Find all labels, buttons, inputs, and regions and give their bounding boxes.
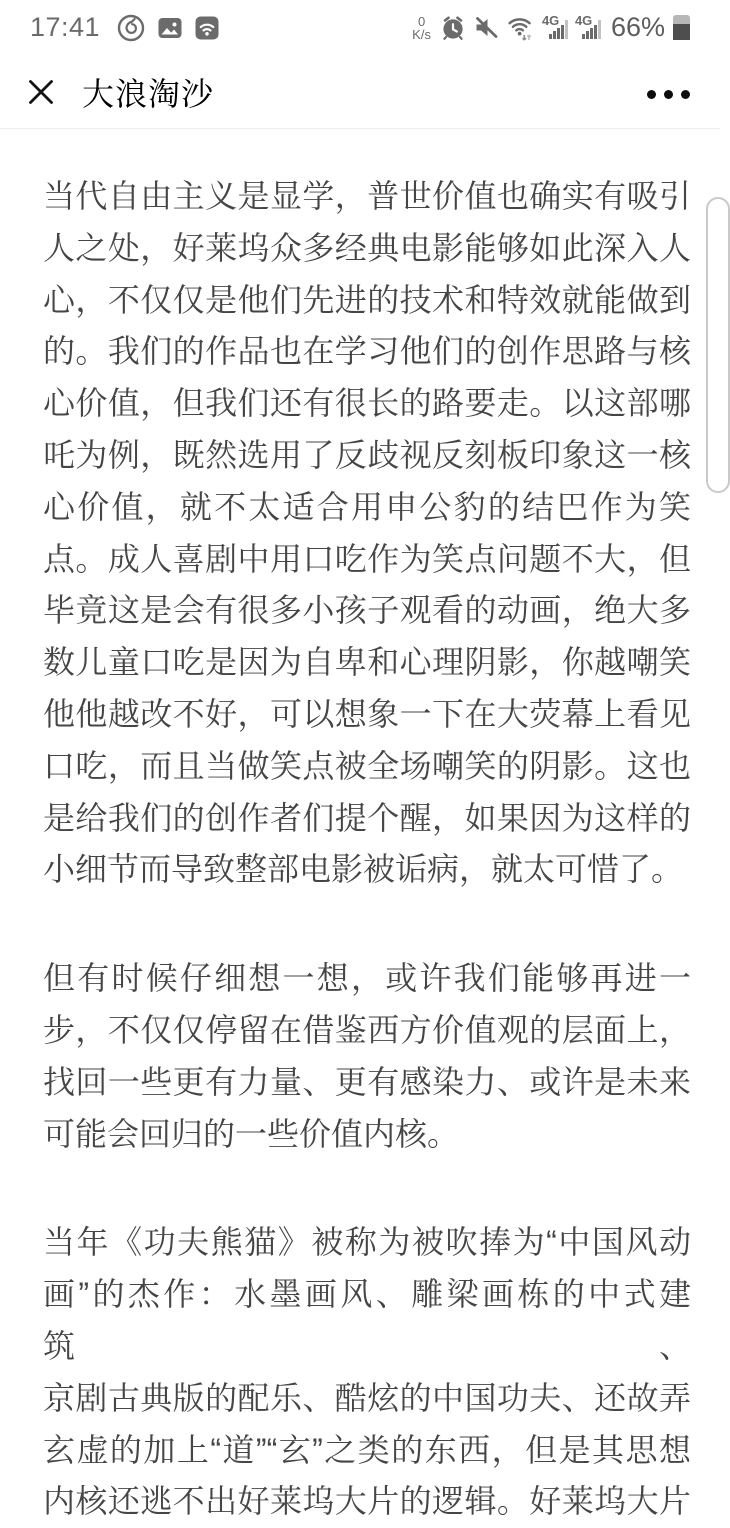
dot-icon	[664, 90, 673, 99]
article-line: 画”的杰作：水墨画风、雕梁画栋的中式建筑、	[43, 1276, 691, 1364]
article-line: 当年《功夫熊猫》被称为被吹捧为“中国风动	[43, 1224, 691, 1261]
network-speed	[412, 15, 431, 41]
article-line: 数儿童口吃是因为自卑和心理阴影，你越嘲笑	[43, 644, 691, 681]
status-time: 17:41	[30, 12, 101, 42]
battery-percent: 66%	[610, 12, 665, 42]
signal-sim1-icon	[542, 12, 569, 43]
mute-icon	[473, 14, 500, 41]
article-line: 小细节而导致整部电影被诟病，就太可惜了。	[43, 851, 684, 888]
scrollbar-thumb[interactable]	[706, 197, 730, 493]
article-paragraph	[43, 953, 691, 1160]
sim1-signal-bars	[549, 20, 568, 39]
article-header	[0, 55, 720, 129]
more-menu-button[interactable]	[637, 78, 690, 105]
article-line: 他他越改不好，可以想象一下在大荧幕上看见	[43, 695, 691, 732]
page-title: 大浪淘沙	[82, 75, 215, 112]
close-x-icon	[27, 78, 55, 106]
network-speed-value: 0	[417, 13, 426, 29]
article-line: 是给我们的创作者们提个醒，如果因为这样的	[43, 799, 691, 836]
status-bar	[0, 0, 720, 55]
article-line: 心，不仅仅是他们先进的技术和特效就能做到	[43, 281, 691, 318]
article-line: 口吃，而且当做笑点被全场嘲笑的阴影。这也	[43, 747, 691, 784]
article-line: 步，不仅仅停留在借鉴西方价值观的层面上，	[43, 1011, 691, 1048]
article-line: 但有时候仔细想一想，或许我们能够再进一	[43, 960, 691, 997]
sim1-network-type: 4G	[541, 13, 560, 28]
article-line: 找回一些更有力量、更有感染力、或许是未来	[43, 1063, 691, 1100]
sim2-signal-bars	[582, 20, 601, 39]
network-speed-unit: K/s	[412, 26, 431, 42]
article-line: 内核还逃不出好莱坞大片的逻辑。好莱坞大片	[43, 1483, 691, 1520]
article-line: 的。我们的作品也在学习他们的创作思路与核	[43, 333, 691, 370]
article-line: 玄虚的加上“道”“玄”之类的东西，但是其思想	[43, 1431, 691, 1468]
article-line: 吒为例，既然选用了反歧视反刻板印象这一核	[43, 436, 691, 473]
article-paragraph	[43, 171, 691, 896]
article-line: 毕竟这是会有很多小孩子观看的动画，绝大多	[43, 592, 691, 629]
status-bar-left	[30, 12, 220, 43]
battery-icon	[673, 15, 690, 40]
article-line: 可能会回归的一些价值内核。	[43, 1115, 460, 1152]
article-body	[0, 129, 720, 1528]
smart-view-icon	[194, 15, 220, 41]
article-line: 人之处，好莱坞众多经典电影能够如此深入人	[43, 229, 691, 266]
alarm-icon	[439, 14, 467, 42]
battery-fill	[673, 24, 690, 41]
article-paragraph	[43, 1217, 691, 1528]
dot-icon	[681, 90, 690, 99]
sim2-network-type: 4G	[574, 13, 593, 28]
status-bar-right	[412, 12, 690, 43]
wifi-icon	[506, 12, 536, 43]
article-line: 点。成人喜剧中用口吃作为笑点问题不大，但	[43, 540, 691, 577]
gallery-icon	[157, 15, 183, 41]
dot-icon	[647, 90, 656, 99]
article-line: 心价值，就不太适合用申公豹的结巴作为笑	[43, 488, 691, 525]
signal-sim2-icon	[575, 12, 602, 43]
article-line: 京剧古典版的配乐、酷炫的中国功夫、还故弄	[43, 1379, 691, 1416]
netease-music-icon	[116, 13, 146, 43]
article-line: 心价值，但我们还有很长的路要走。以这部哪	[43, 385, 691, 422]
close-button[interactable]	[24, 75, 58, 109]
article-line: 当代自由主义是显学，普世价值也确实有吸引	[43, 178, 691, 214]
